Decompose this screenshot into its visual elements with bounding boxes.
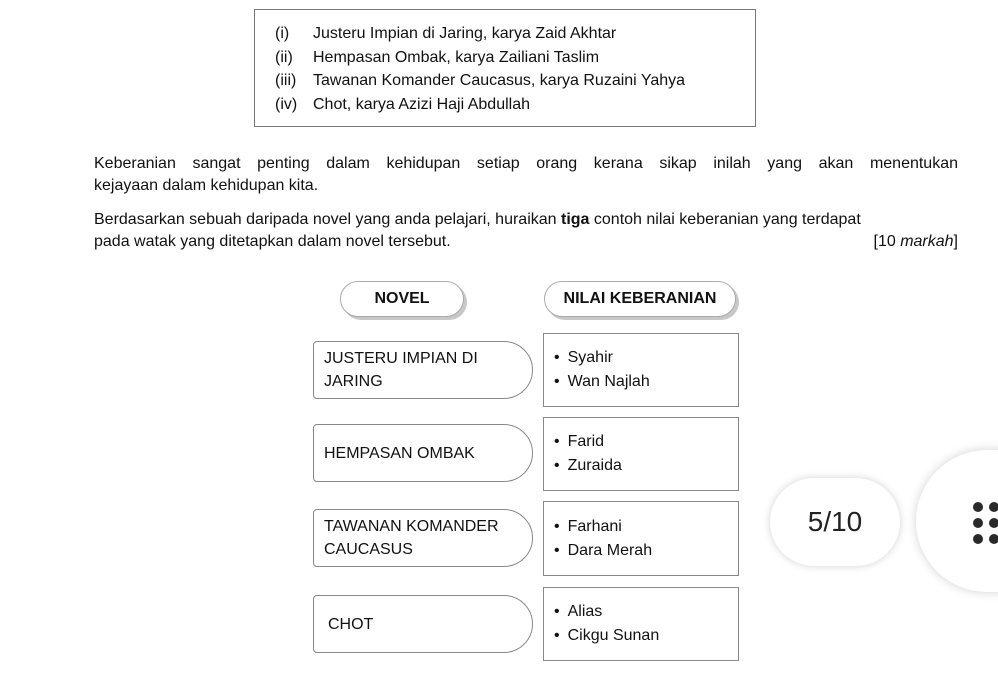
novel-list-item — [275, 22, 755, 46]
intro-paragraph — [94, 153, 958, 197]
more-dots-icon — [973, 502, 998, 544]
novel-list-item — [275, 69, 755, 93]
nilai-header-pill: NILAI KEBERANIAN — [544, 281, 736, 317]
novel-title-box: JUSTERU IMPIAN DI JARING — [313, 341, 533, 399]
emphasis-word: tiga — [561, 211, 590, 228]
list-number: (i) — [275, 25, 290, 42]
list-text: Chot, karya Azizi Haji Abdullah — [313, 95, 530, 113]
list-text: Justeru Impian di Jaring, karya Zaid Akhtar — [313, 25, 617, 42]
intro-line-1: Keberanian sangat penting dalam kehidupan setiap orang kerana sikap inilah yang akan menentukan — [94, 155, 958, 172]
novel-list-item — [275, 93, 755, 117]
question-line-2: pada watak yang ditetapkan dalam novel tersebut. [10 markah] — [94, 231, 958, 253]
list-number: (iii) — [275, 72, 297, 89]
novel-title-box: HEMPASAN OMBAK — [313, 424, 533, 482]
novel-list-box — [254, 9, 756, 127]
character-item: • Syahir — [554, 346, 738, 370]
novel-title-box: CHOT — [313, 595, 533, 653]
character-item: • Wan Najlah — [554, 370, 738, 394]
character-box — [543, 417, 739, 491]
page-indicator[interactable]: 5/10 — [770, 478, 900, 566]
marks-label: [10 markah] — [873, 233, 958, 250]
novel-title-box: TAWANAN KOMANDER CAUCASUS — [313, 509, 533, 567]
list-number: (iv) — [275, 95, 298, 113]
novel-header-pill: NOVEL — [340, 281, 464, 317]
character-box — [543, 333, 739, 407]
character-item: • Dara Merah — [554, 539, 738, 563]
question-line-1: Berdasarkan sebuah daripada novel yang anda pelajari, huraikan tiga contoh nilai keberanian yang terdapat — [94, 211, 861, 228]
character-item: • Zuraida — [554, 454, 738, 478]
question-paragraph — [94, 209, 958, 253]
character-item: • Cikgu Sunan — [554, 624, 738, 648]
list-text: Tawanan Komander Caucasus, karya Ruzaini Yahya — [313, 72, 686, 89]
intro-line-2: kejayaan dalam kehidupan kita. — [94, 177, 319, 194]
list-text: Hempasan Ombak, karya Zailiani Taslim — [313, 48, 600, 66]
character-box — [543, 587, 739, 661]
character-item: • Farid — [554, 430, 738, 454]
character-item: • Farhani — [554, 515, 738, 539]
character-item: • Alias — [554, 600, 738, 624]
novel-list-item — [275, 46, 755, 70]
character-box — [543, 501, 739, 576]
list-number: (ii) — [275, 48, 293, 66]
